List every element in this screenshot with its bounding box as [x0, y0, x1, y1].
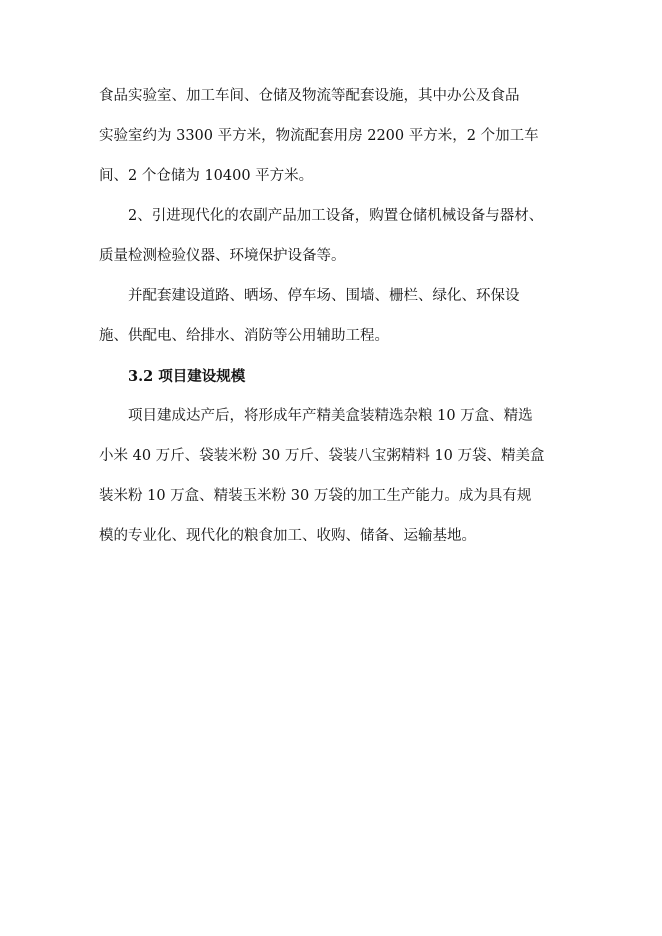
text-line: 质量检测检验仪器、环境保护设备等。 [99, 248, 346, 264]
paragraph-text: 并配套建设道路、晒场、停车场、围墙、栅栏、绿化、环保设 [128, 288, 520, 304]
text-line: 实验室约为 3300 平方米，物流配套用房 2200 平方米，2 个加工车 [99, 128, 539, 144]
text-line: 装米粉 10 万盒、精装玉米粉 30 万袋的加工生产能力。成为具有规 [99, 488, 532, 504]
paragraph-text: 项目建成达产后，将形成年产精美盒装精选杂粮 10 万盒、精选 [128, 408, 533, 424]
text-line: 模的专业化、现代化的粮食加工、收购、储备、运输基地。 [99, 528, 476, 544]
text-line: 小米 40 万斤、袋装米粉 30 万斤、袋装八宝粥精料 10 万袋、精美盒 [99, 448, 545, 464]
section-heading: 3.2 项目建设规模 [128, 368, 246, 385]
list-item-text: 2、引进现代化的农副产品加工设备，购置仓储机械设备与器材、 [128, 208, 544, 224]
document-body [99, 83, 569, 563]
text-line: 施、供配电、给排水、消防等公用辅助工程。 [99, 328, 389, 344]
text-line: 间、2 个仓储为 10400 平方米。 [99, 168, 314, 184]
text-line: 食品实验室、加工车间、仓储及物流等配套设施，其中办公及食品 [99, 88, 520, 104]
